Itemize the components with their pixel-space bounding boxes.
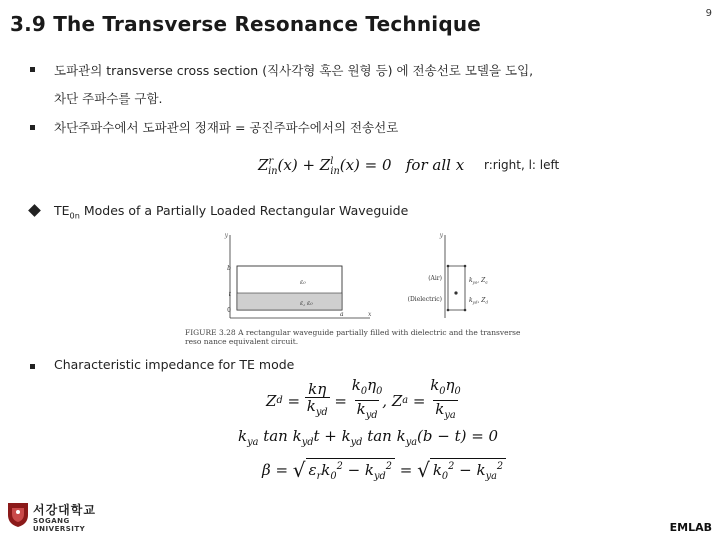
bullet-marker xyxy=(30,125,35,130)
lab-label: EMLAB xyxy=(669,521,712,534)
slide-title: 3.9 The Transverse Resonance Technique xyxy=(10,12,482,36)
diamond-bullet-icon xyxy=(28,204,41,217)
page-number: 9 xyxy=(705,8,712,19)
svg-text:a: a xyxy=(340,311,344,318)
svg-text:ε₀: ε₀ xyxy=(300,279,306,286)
svg-text:b: b xyxy=(227,265,231,272)
bullet-marker xyxy=(30,67,35,72)
bullet-1-line-2: 차단 주파수를 구함. xyxy=(54,91,163,106)
svg-text:y: y xyxy=(439,232,443,239)
te-subscript: 0n xyxy=(69,210,80,221)
svg-text:ε, ε₀: ε, ε₀ xyxy=(300,300,313,307)
svg-text:(Air): (Air) xyxy=(428,275,442,282)
te-label: TE xyxy=(54,203,70,218)
section-heading-te0n xyxy=(54,203,408,221)
bullet-3: Characteristic impedance for TE mode xyxy=(54,357,295,372)
university-logo xyxy=(5,500,115,533)
equation-note: r:right, l: left xyxy=(484,158,560,172)
svg-text:(Dielectric): (Dielectric) xyxy=(407,296,442,303)
figure-caption: FIGURE 3.28 A rectangular waveguide partially filled with dielectric and the transverse reso nance equivalent circuit. xyxy=(185,328,521,346)
university-name-ko: 서강대학교 xyxy=(33,503,96,517)
equation-resonance: $Z^r_{in}(x) + Z^l_{in}(x) = 0$ for all x xyxy=(258,156,465,177)
university-seal-icon xyxy=(5,500,31,528)
university-name-en: SOGANG UNIVERSITY xyxy=(33,517,86,533)
svg-text:y: y xyxy=(224,232,228,239)
svg-text:0: 0 xyxy=(227,307,231,314)
bullet-2: 차단주파수에서 도파관의 정재파 = 공진주파수에서의 전송선로 xyxy=(54,120,399,135)
svg-text:kya, Za: $k_{ya}$, $Z_a$ xyxy=(469,277,488,285)
equation-beta: β = √ $\varepsilon_rk_0^2 - k_{yd}^2$ = √ $k_0^2 - k_{ya}^2$ xyxy=(262,458,506,482)
equation-transcendental: $k_{ya}$ $\tan k_{yd}t + k_{yd}$ $\tan k_{ya}(b - t) = 0$ xyxy=(238,427,499,448)
svg-text:kyd, Zd: $k_{yd}$, $Z_d$ xyxy=(469,297,489,305)
svg-text:x: x xyxy=(368,311,372,318)
svg-text:t: t xyxy=(228,291,231,298)
bullet-1-line-1: 도파관의 transverse cross section (직사각형 혹은 원형 등) 에 전송선로 모델을 도입, xyxy=(54,63,534,78)
equation-impedance: Z d = kη $k_{yd}$ = $k_0\eta_0$ $k_{yd}$ , Z a = $k_0\eta_0$ $k_{ya}$ xyxy=(266,377,461,424)
bullet-marker xyxy=(30,364,35,369)
te-heading-rest: Modes of a Partially Loaded Rectangular Waveguide xyxy=(79,203,409,218)
